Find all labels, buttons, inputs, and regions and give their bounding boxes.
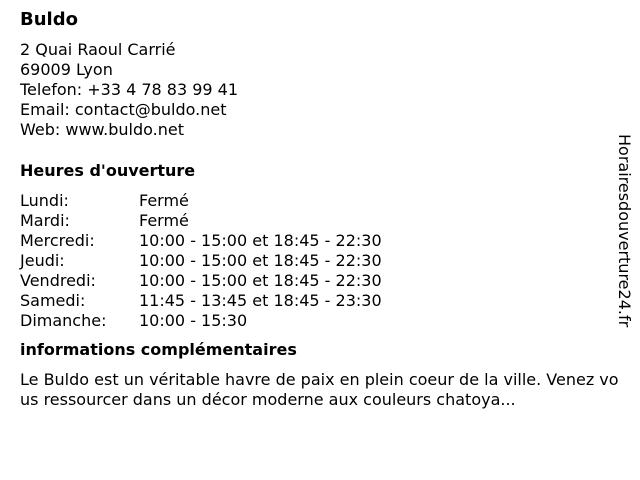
hours-row — [20, 191, 382, 211]
day-hours: 10:00 - 15:00 et 18:45 - 22:30 — [139, 231, 382, 250]
hours-row — [20, 311, 382, 331]
street-address: 2 Quai Raoul Carrié — [20, 40, 176, 59]
day-hours: Fermé — [139, 191, 189, 210]
day-hours: 11:45 - 13:45 et 18:45 - 23:30 — [139, 291, 382, 310]
day-label: Samedi: — [20, 291, 86, 310]
phone-line: Telefon: +33 4 78 83 99 41 — [20, 80, 239, 99]
address-block — [20, 40, 620, 140]
opening-hours-heading: Heures d'ouverture — [20, 161, 196, 180]
day-hours: 10:00 - 15:00 et 18:45 - 22:30 — [139, 271, 382, 290]
business-card — [20, 8, 620, 410]
day-hours: 10:00 - 15:00 et 18:45 - 22:30 — [139, 251, 382, 270]
day-hours: 10:00 - 15:30 — [139, 311, 248, 330]
business-name: Buldo — [20, 9, 78, 30]
day-hours: Fermé — [139, 211, 189, 230]
hours-row — [20, 271, 382, 291]
hours-row — [20, 231, 382, 251]
day-label: Vendredi: — [20, 271, 96, 290]
site-watermark: Horairesdouverture24.fr — [615, 134, 634, 328]
web-line: Web: www.buldo.net — [20, 120, 184, 139]
day-label: Mardi: — [20, 211, 70, 230]
hours-row — [20, 211, 382, 231]
email-line: Email: contact@buldo.net — [20, 100, 227, 119]
day-label: Dimanche: — [20, 311, 107, 330]
hours-row — [20, 251, 382, 271]
business-description: Le Buldo est un véritable havre de paix en plein coeur de la ville. Venez vous ressourcer dans un décor moderne aux couleurs chatoya... — [20, 370, 619, 409]
additional-info-heading: informations complémentaires — [20, 340, 297, 359]
city-line: 69009 Lyon — [20, 60, 113, 79]
hours-row — [20, 291, 382, 311]
day-label: Jeudi: — [20, 251, 65, 270]
day-label: Lundi: — [20, 191, 69, 210]
opening-hours-table — [20, 191, 382, 331]
day-label: Mercredi: — [20, 231, 95, 250]
